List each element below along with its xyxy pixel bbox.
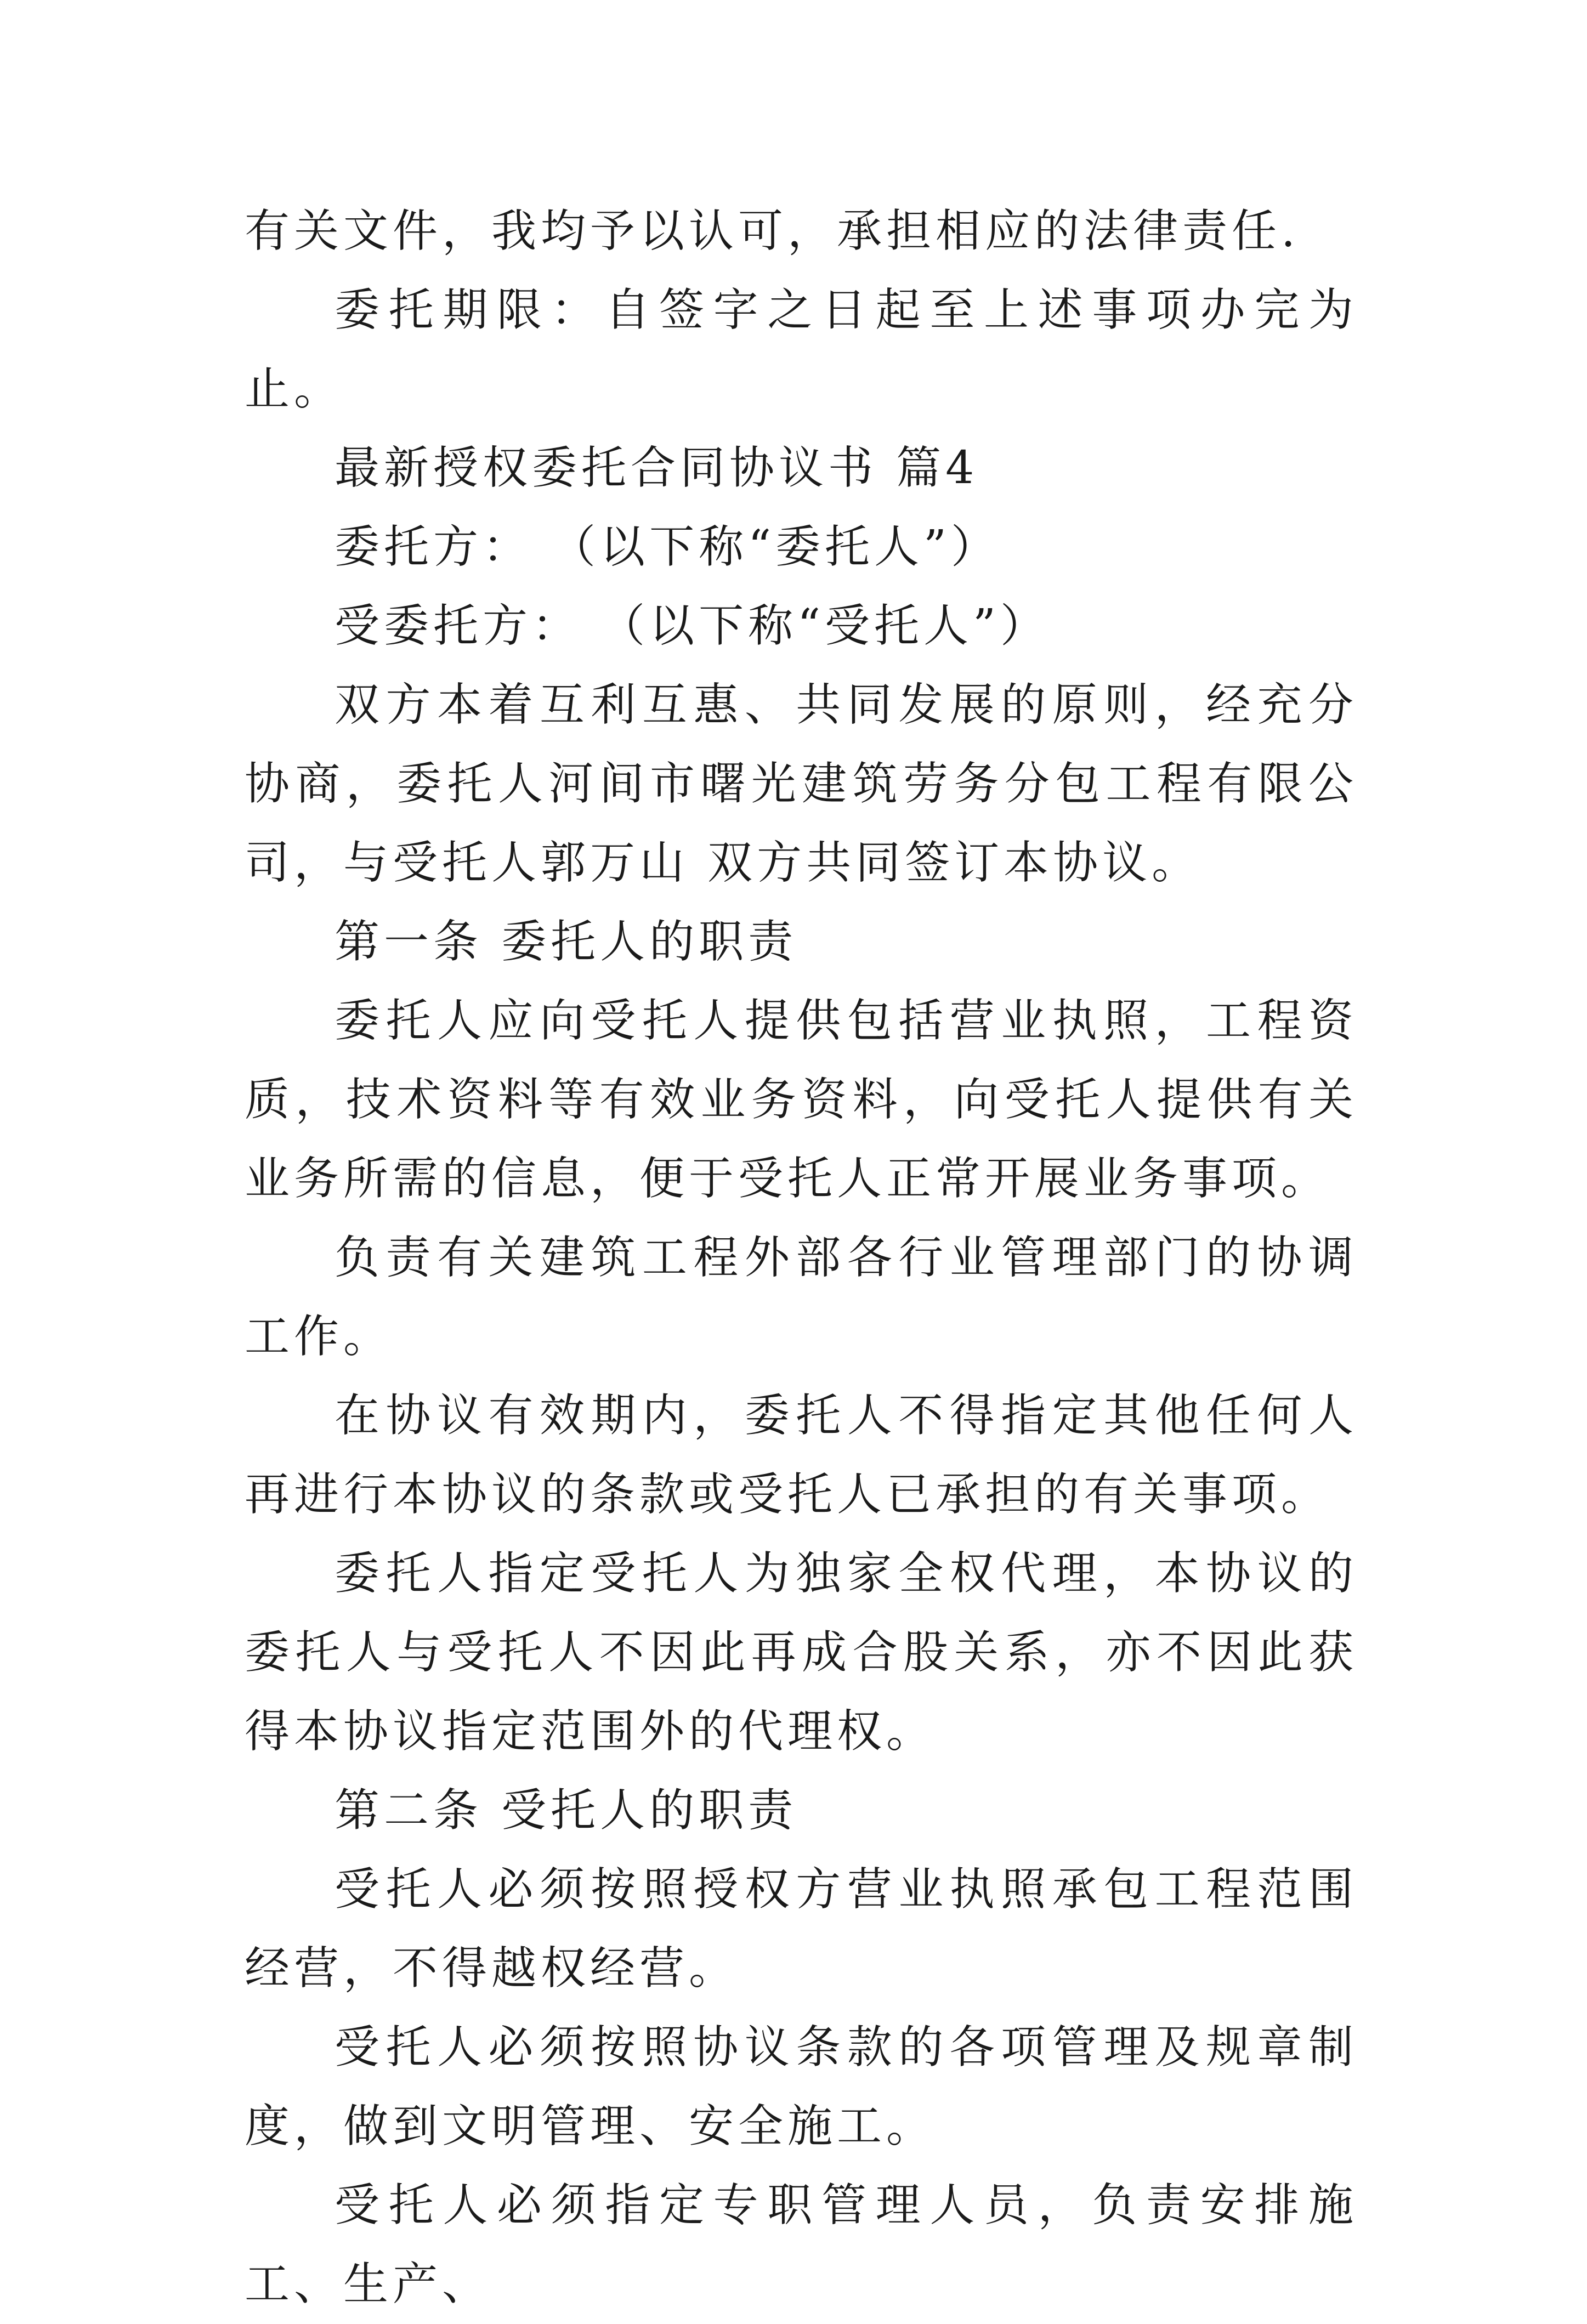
party-client: 委托方： （以下称“委托人”） bbox=[335, 521, 1000, 573]
article-1-clause-2: 负责有关建筑工程外部各行业管理部门的协调工作。 bbox=[245, 1232, 1358, 1363]
paragraph-2: 委托期限：自签字之日起至上述事项办完为止。 bbox=[245, 284, 1358, 415]
article-1-clause-3: 在协议有效期内，委托人不得指定其他任何人再进行本协议的条款或受托人已承担的有关事项。 bbox=[245, 1390, 1358, 1521]
party-agent: 受委托方： （以下称“受托人”） bbox=[335, 600, 1050, 652]
document-body bbox=[245, 192, 1358, 2324]
article-2-clause-2: 受托人必须按照协议条款的各项管理及规章制度，做到文明管理、安全施工。 bbox=[245, 2021, 1358, 2152]
article-1-clause-4: 委托人指定受托人为独家全权代理，本协议的委托人与受托人不因此再成合股关系，亦不因此获得本协议指定范围外的代理权。 bbox=[245, 1548, 1358, 1758]
article-1-heading: 第一条 委托人的职责 bbox=[335, 916, 798, 968]
article-2-clause-3: 受托人必须指定专职管理人员，负责安排施工、生产、 bbox=[245, 2179, 1358, 2310]
article-1-clause-1: 委托人应向受托人提供包括营业执照，工程资质，技术资料等有效业务资料，向受托人提供有关业务所需的信息，便于受托人正常开展业务事项。 bbox=[245, 995, 1358, 1205]
article-2-clause-1: 受托人必须按照授权方营业执照承包工程范围经营，不得越权经营。 bbox=[245, 1863, 1358, 1994]
paragraph-intro: 双方本着互利互惠、共同发展的原则，经充分协商，委托人河间市曙光建筑劳务分包工程有限公司，与受托人郭万山 双方共同签订本协议。 bbox=[245, 679, 1358, 889]
paragraph-1: 有关文件，我均予以认可，承担相应的法律责任. bbox=[245, 205, 1300, 257]
article-2-heading: 第二条 受托人的职责 bbox=[335, 1784, 798, 1836]
section-heading: 最新授权委托合同协议书 篇4 bbox=[335, 442, 979, 494]
